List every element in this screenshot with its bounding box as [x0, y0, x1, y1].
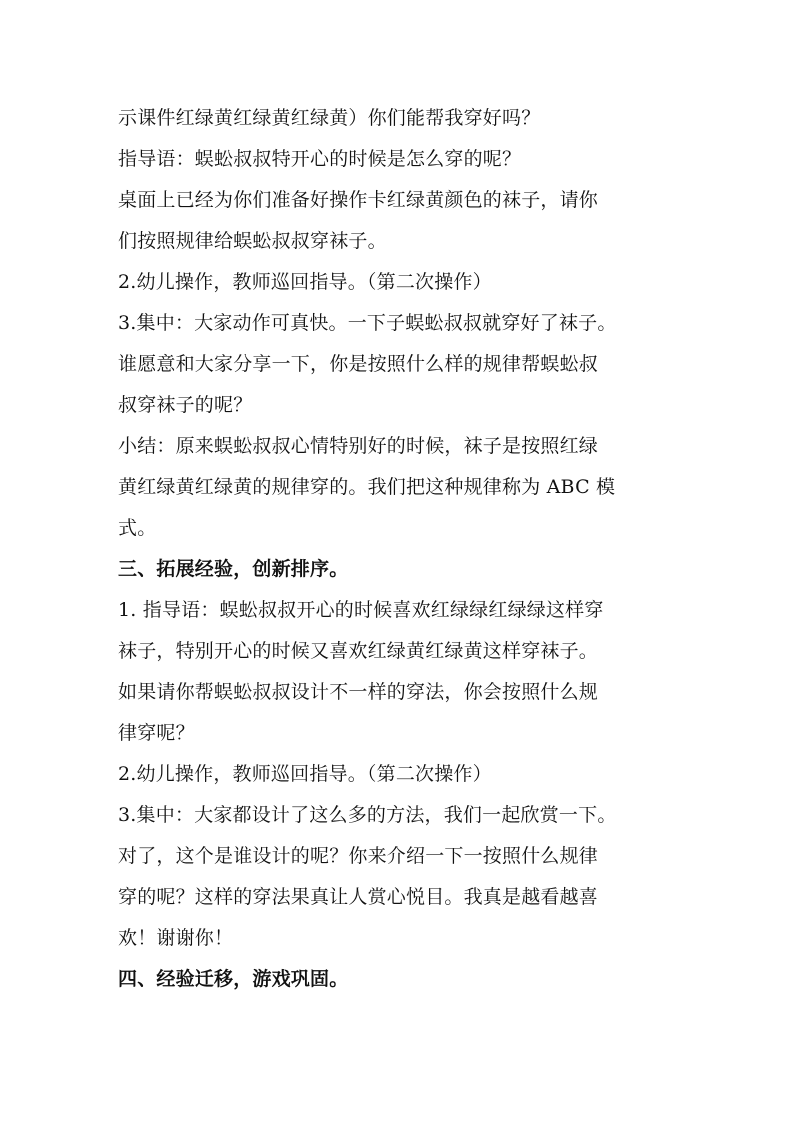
text-line: 式。 — [118, 517, 157, 539]
section-heading: 三、拓展经验，创新排序。 — [118, 558, 349, 580]
text-line: 对了，这个是谁设计的呢？你来介绍一下一按照什么规律 — [118, 845, 599, 867]
text-line: 黄红绿黄红绿黄的规律穿的。我们把这种规律称为 ABC 模 — [118, 476, 616, 498]
text-line: 叔穿袜子的呢？ — [118, 394, 253, 416]
text-line: 如果请你帮蜈蚣叔叔设计不一样的穿法，你会按照什么规 — [118, 681, 599, 703]
section-heading: 四、经验迁移，游戏巩固。 — [118, 968, 349, 990]
text-line: 示课件红绿黄红绿黄红绿黄）你们能帮我穿好吗？ — [118, 107, 541, 129]
text-line: 小结：原来蜈蚣叔叔心情特别好的时候，袜子是按照红绿 — [118, 435, 599, 457]
document-body — [118, 98, 678, 1000]
text-line: 律穿呢？ — [118, 722, 195, 744]
text-line: 指导语：蜈蚣叔叔特开心的时候是怎么穿的呢？ — [118, 148, 522, 170]
text-line: 们按照规律给蜈蚣叔叔穿袜子。 — [118, 230, 387, 252]
text-line: 谁愿意和大家分享一下，你是按照什么样的规律帮蜈蚣叔 — [118, 353, 599, 375]
text-line: 欢！谢谢你！ — [118, 927, 234, 949]
text-line: 3.集中：大家动作可真快。一下子蜈蚣叔叔就穿好了袜子。 — [118, 312, 617, 334]
text-line: 1. 指导语：蜈蚣叔叔开心的时候喜欢红绿绿红绿绿这样穿 — [118, 599, 604, 621]
text-line: 袜子，特别开心的时候又喜欢红绿黄红绿黄这样穿袜子。 — [118, 640, 599, 662]
text-line: 3.集中：大家都设计了这么多的方法，我们一起欣赏一下。 — [118, 804, 617, 826]
text-line: 2.幼儿操作，教师巡回指导。（第二次操作） — [118, 763, 492, 785]
text-line: 2.幼儿操作，教师巡回指导。（第二次操作） — [118, 271, 492, 293]
text-line: 穿的呢？这样的穿法果真让人赏心悦目。我真是越看越喜 — [118, 886, 599, 908]
text-line: 桌面上已经为你们准备好操作卡红绿黄颜色的袜子，请你 — [118, 189, 599, 211]
